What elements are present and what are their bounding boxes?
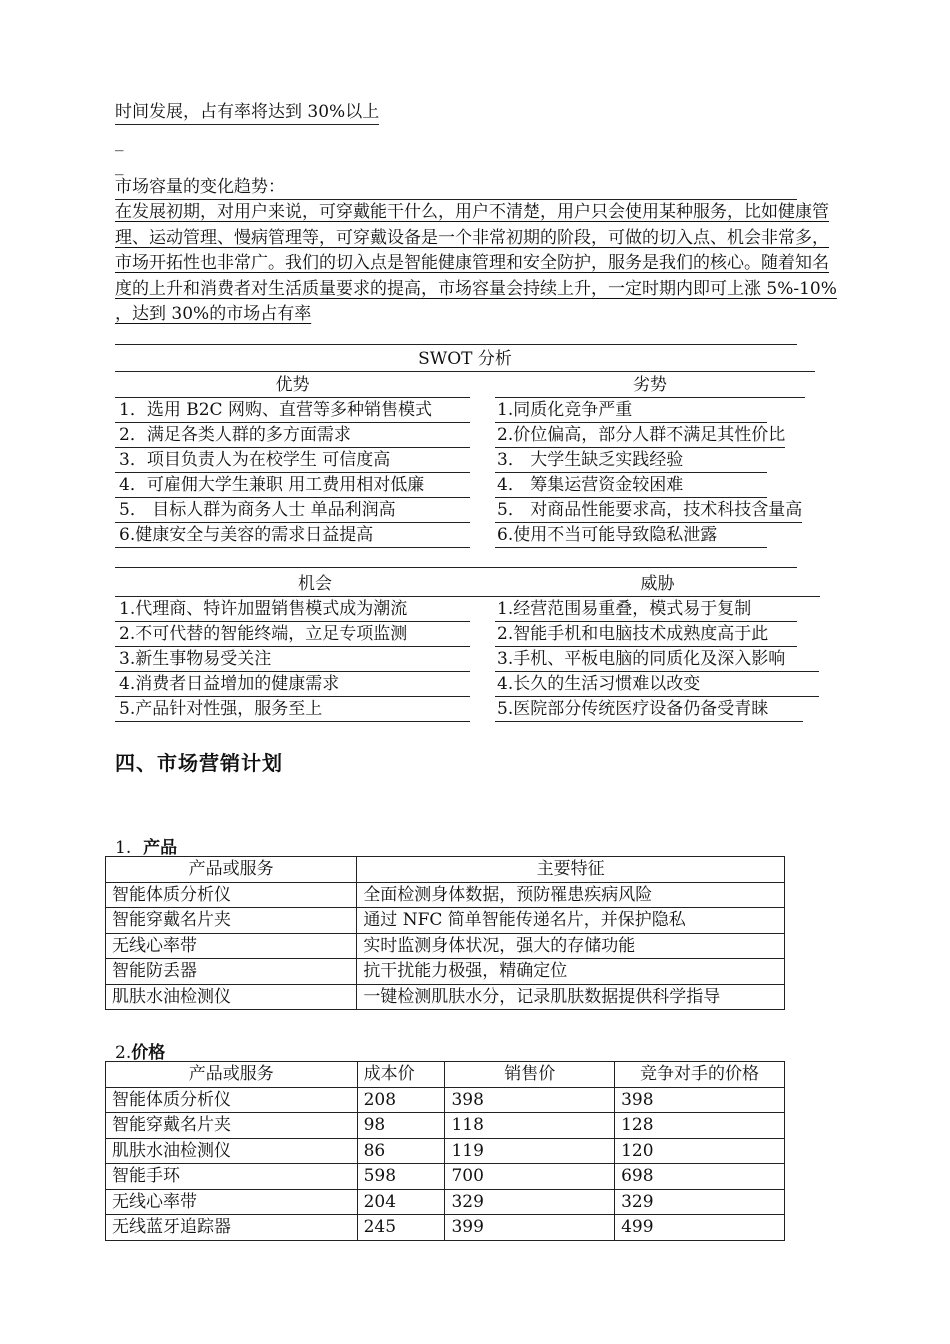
table-row: [106, 908, 785, 934]
competitor-price-cell: 120: [615, 1138, 785, 1164]
threat-item: 5.医院部分传统医疗设备仍备受青睐: [495, 697, 803, 722]
column-header: 成本价: [357, 1062, 445, 1088]
table-row: [106, 933, 785, 959]
market-share-line: 时间发展，占有率将达到 30%以上: [115, 100, 379, 125]
blank-dash-2: _: [115, 156, 124, 176]
product-label: 产品: [143, 838, 178, 858]
price-number: 2.: [115, 1043, 132, 1063]
opportunity-item: 3.新生事物易受关注: [115, 647, 470, 672]
cost-price-cell: 204: [357, 1189, 445, 1215]
weakness-item: 6.使用不当可能导致隐私泄露: [495, 523, 767, 548]
strengths-header: 优势: [115, 373, 470, 398]
strength-item: 6.健康安全与美容的需求日益提高: [115, 523, 470, 548]
weakness-item: 3． 大学生缺乏实践经验: [495, 448, 767, 473]
section-title: 四、市场营销计划: [115, 751, 283, 775]
blank-dash-1: _: [115, 132, 124, 152]
table-row: [106, 959, 785, 985]
product-table: [105, 856, 785, 1010]
threat-item: 3.手机、平板电脑的同质化及深入影响: [495, 647, 819, 672]
strength-item: 1．选用 B2C 网购、直营等多种销售模式: [115, 398, 470, 423]
price-subheading: [115, 1038, 165, 1063]
table-header-row: [106, 857, 785, 883]
threat-item: 1.经营范围易重叠，模式易于复制: [495, 597, 797, 622]
table-row: [106, 984, 785, 1010]
product-name-cell: 智能穿戴名片夹: [106, 1113, 358, 1139]
sale-price-cell: 700: [445, 1164, 615, 1190]
sale-price-cell: 399: [445, 1215, 615, 1241]
table-row: [106, 1138, 785, 1164]
cost-price-cell: 86: [357, 1138, 445, 1164]
table-header-row: [106, 1062, 785, 1088]
product-name-cell: 智能体质分析仪: [106, 882, 357, 908]
feature-cell: 一键检测肌肤水分，记录肌肤数据提供科学指导: [357, 984, 785, 1010]
table-row: [106, 1113, 785, 1139]
table-row: [106, 1164, 785, 1190]
strength-item: 2．满足各类人群的多方面需求: [115, 423, 470, 448]
column-header: 竞争对手的价格: [615, 1062, 785, 1088]
strength-item: 3．项目负责人为在校学生 可信度高: [115, 448, 470, 473]
price-label: 价格: [131, 1043, 166, 1063]
product-name-cell: 智能手环: [106, 1164, 358, 1190]
competitor-price-cell: 698: [615, 1164, 785, 1190]
trend-paragraph: 在发展初期，对用户来说，可穿戴能干什么，用户不清楚，用户只会使用某种服务，比如健康管理、运动管理、慢病管理等，可穿戴设备是一个非常初期的阶段，可做的切入点、机会非常多，市场开拓性也非常广。我们的切入点是智能健康管理和安全防护，服务是我们的核心。随着知名度的上升和消费者对生活质量要求的提高，市场容量会持续上升，一定时期内即可上涨 5%-10% ，达到 30%的市场占有率: [115, 202, 837, 324]
divider-line: [115, 567, 797, 568]
product-subheading: [115, 833, 177, 858]
column-header: 产品或服务: [106, 857, 357, 883]
competitor-price-cell: 499: [615, 1215, 785, 1241]
threat-item: 4.长久的生活习惯难以改变: [495, 672, 819, 697]
opportunity-item: 1.代理商、特许加盟销售模式成为潮流: [115, 597, 470, 622]
opportunity-item: 4.消费者日益增加的健康需求: [115, 672, 470, 697]
product-name-cell: 无线蓝牙追踪器: [106, 1215, 358, 1241]
product-name-cell: 智能防丢器: [106, 959, 357, 985]
column-header: 销售价: [445, 1062, 615, 1088]
swot-title: SWOT 分析: [115, 347, 815, 372]
threat-item: 2.智能手机和电脑技术成熟度高于此: [495, 622, 797, 647]
weakness-item: 5． 对商品性能要求高，技术科技含量高: [495, 498, 802, 523]
sale-price-cell: 118: [445, 1113, 615, 1139]
sale-price-cell: 398: [445, 1087, 615, 1113]
cost-price-cell: 98: [357, 1113, 445, 1139]
weakness-item: 4． 筹集运营资金较困难: [495, 473, 767, 498]
column-header: 产品或服务: [106, 1062, 358, 1088]
cost-price-cell: 598: [357, 1164, 445, 1190]
table-row: [106, 1189, 785, 1215]
competitor-price-cell: 128: [615, 1113, 785, 1139]
table-row: [106, 882, 785, 908]
table-row: [106, 1087, 785, 1113]
feature-cell: 抗干扰能力极强，精确定位: [357, 959, 785, 985]
product-name-cell: 肌肤水油检测仪: [106, 984, 357, 1010]
price-table: [105, 1061, 785, 1241]
product-name-cell: 肌肤水油检测仪: [106, 1138, 358, 1164]
weaknesses-header: 劣势: [495, 373, 805, 398]
opportunity-item: 2.不可代替的智能终端，立足专项监测: [115, 622, 470, 647]
sale-price-cell: 329: [445, 1189, 615, 1215]
feature-cell: 实时监测身体状况，强大的存储功能: [357, 933, 785, 959]
opportunity-item: 5.产品针对性强，服务至上: [115, 697, 470, 722]
table-row: [106, 1215, 785, 1241]
strength-item: 4．可雇佣大学生兼职 用工费用相对低廉: [115, 473, 470, 498]
cost-price-cell: 245: [357, 1215, 445, 1241]
competitor-price-cell: 329: [615, 1189, 785, 1215]
opportunities-header: 机会: [115, 572, 515, 597]
threats-header: 威胁: [495, 572, 820, 597]
product-name-cell: 无线心率带: [106, 1189, 358, 1215]
weakness-item: 2.价位偏高，部分人群不满足其性价比: [495, 423, 785, 448]
product-name-cell: 无线心率带: [106, 933, 357, 959]
weakness-item: 1.同质化竞争严重: [495, 398, 767, 423]
product-number: 1.: [115, 838, 132, 858]
sale-price-cell: 119: [445, 1138, 615, 1164]
feature-cell: 全面检测身体数据，预防罹患疾病风险: [357, 882, 785, 908]
competitor-price-cell: 398: [615, 1087, 785, 1113]
strength-item: 5． 目标人群为商务人士 单品利润高: [115, 498, 470, 523]
cost-price-cell: 208: [357, 1087, 445, 1113]
trend-label: 市场容量的变化趋势：: [115, 175, 797, 200]
feature-cell: 通过 NFC 简单智能传递名片，并保护隐私: [357, 908, 785, 934]
column-header: 主要特征: [357, 857, 785, 883]
product-name-cell: 智能体质分析仪: [106, 1087, 358, 1113]
product-name-cell: 智能穿戴名片夹: [106, 908, 357, 934]
divider-line: [115, 344, 797, 345]
